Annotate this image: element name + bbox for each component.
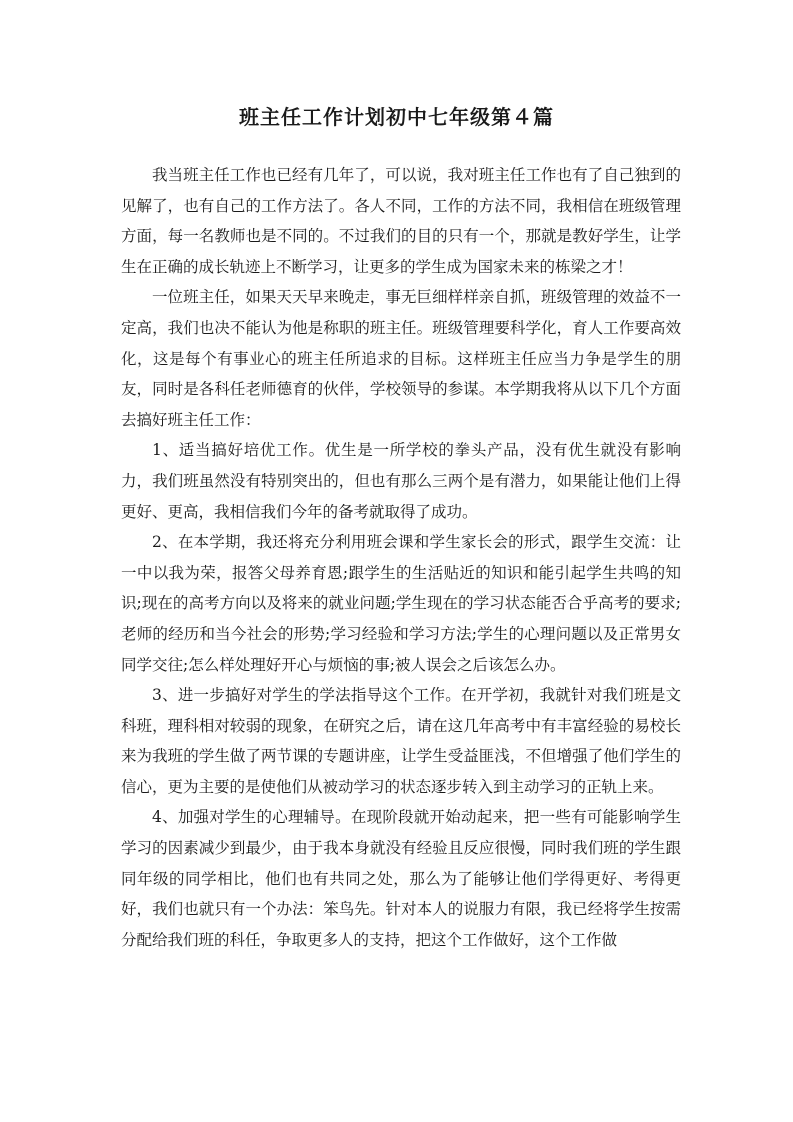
paragraph-item-4: 4、加强对学生的心理辅导。在现阶段就开始动起来，把一些有可能影响学生学习的因素减少到最少，由于我本身就没有经验且反应很慢，同时我们班的学生跟同年级的同学相比，他们也有共同之处，那么为了能够让他们学得更好、考得更好，我们也就只有一个办法：笨鸟先。针对本人的说服力有限，我已经将学生按需分配给我们班的科任，争取更多人的支持，把这个工作做好，这个工作做 [121, 808, 681, 949]
paragraph-item-3: 3、进一步搞好对学生的学法指导这个工作。在开学初，我就针对我们班是文科班，理科相对较弱的现象，在研究之后，请在这几年高考中有丰富经验的易校长来为我班的学生做了两节课的专题讲座，让学生受益匪浅，不但增强了他们学生的信心，更为主要的是使他们从被动学习的状态逐步转入到主动学习的正轨上来。 [121, 686, 681, 796]
document-body [121, 160, 681, 955]
paragraph-item-2: 2、在本学期，我还将充分利用班会课和学生家长会的形式，跟学生交流：让一中以我为荣，报答父母养育恩;跟学生的生活贴近的知识和能引起学生共鸣的知识;现在的高考方向以及将来的就业问题;学生现在的学习状态能否合乎高考的要求;老师的经历和当今社会的形势;学习经验和学习方法;学生的心理问题以及正常男女同学交往;怎么样处理好开心与烦恼的事;被人误会之后该怎么办。 [121, 533, 681, 674]
paragraph-item-1: 1、适当搞好培优工作。优生是一所学校的拳头产品，没有优生就没有影响力，我们班虽然没有特别突出的，但也有那么三两个是有潜力，如果能让他们上得更好、更高，我相信我们今年的备考就取得了成功。 [121, 441, 681, 521]
document-title: 班主任工作计划初中七年级第４篇 [239, 105, 554, 129]
paragraph-intro: 我当班主任工作也已经有几年了，可以说，我对班主任工作也有了自己独到的见解了，也有自己的工作方法了。各人不同，工作的方法不同，我相信在班级管理方面，每一名教师也是不同的。不过我们的目的只有一个，那就是教好学生，让学生在正确的成长轨迹上不断学习，让更多的学生成为国家未来的栋梁之才！ [121, 166, 681, 276]
paragraph-overview: 一位班主任，如果天天早来晚走，事无巨细样样亲自抓，班级管理的效益不一定高，我们也决不能认为他是称职的班主任。班级管理要科学化，育人工作要高效化，这是每个有事业心的班主任所追求的目标。这样班主任应当力争是学生的朋友，同时是各科任老师德育的伙伴，学校领导的参谋。本学期我将从以下几个方面去搞好班主任工作： [121, 288, 681, 429]
